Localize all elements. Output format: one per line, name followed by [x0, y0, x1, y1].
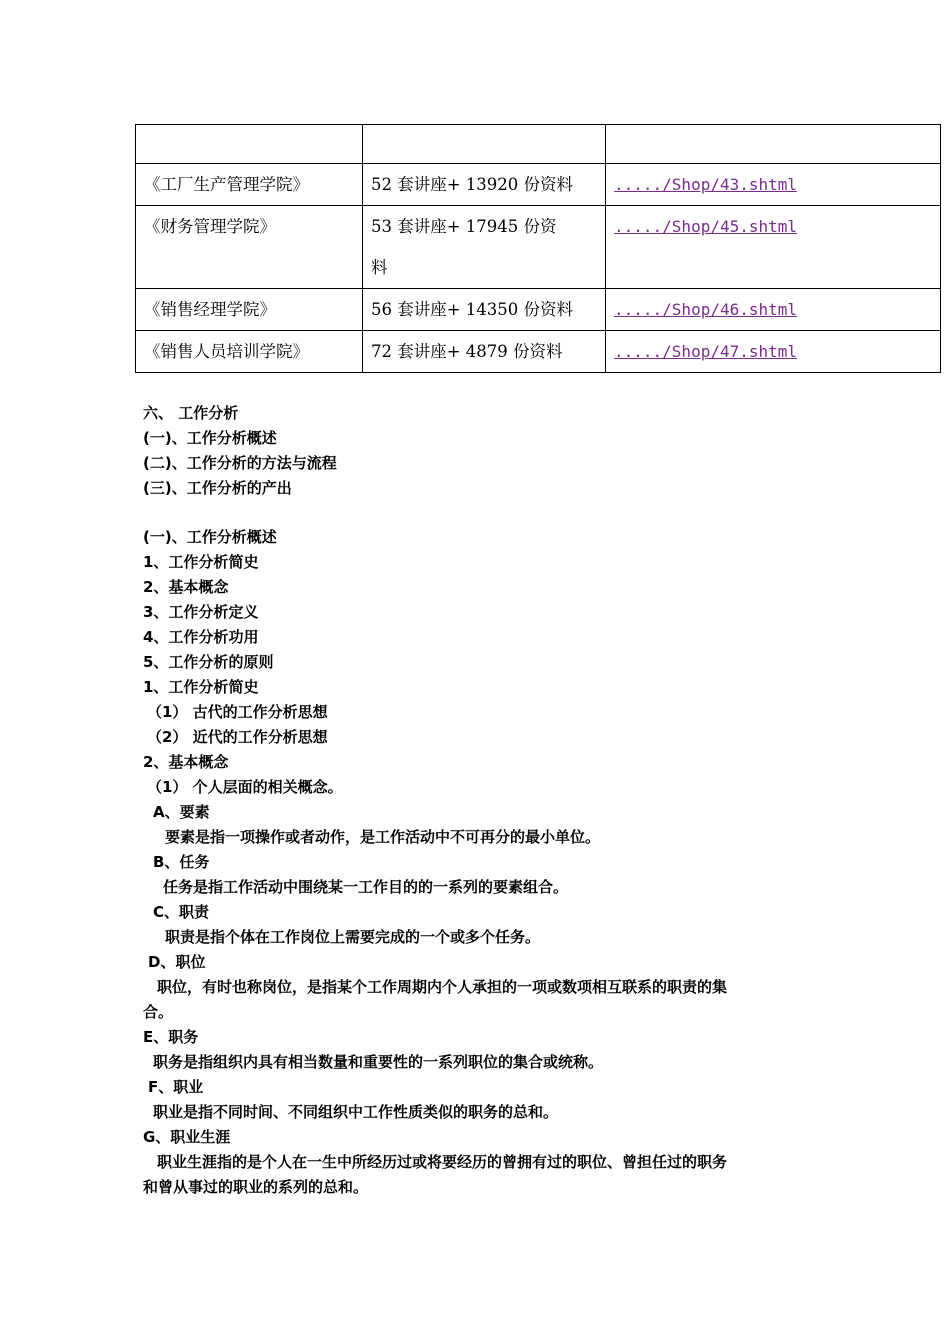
academy-table — [135, 124, 941, 373]
academy-link-cell — [606, 331, 941, 373]
academy-count: 52 套讲座+ 13920 份资料 — [363, 164, 606, 206]
table-row — [136, 206, 941, 289]
concept-text: 和曾从事过的职业的系列的总和。 — [143, 1178, 369, 1196]
history-item: （1） 古代的工作分析思想 — [147, 703, 328, 721]
concept-title: D、职位 — [148, 953, 206, 971]
subsection-heading: (一)、工作分析概述 — [143, 528, 277, 546]
concept-title: B、任务 — [153, 853, 210, 871]
history-heading: 1、工作分析简史 — [143, 678, 259, 696]
academy-link[interactable]: ...../Shop/47.shtml — [614, 342, 798, 361]
list-item: 2、基本概念 — [143, 578, 229, 596]
concept-title: E、职务 — [143, 1028, 199, 1046]
concept-text: 要素是指一项操作或者动作，是工作活动中不可再分的最小单位。 — [165, 828, 601, 846]
academy-link[interactable]: ...../Shop/45.shtml — [614, 217, 798, 236]
academy-count — [363, 206, 606, 289]
concept-text: 职业是指不同时间、不同组织中工作性质类似的职务的总和。 — [153, 1103, 559, 1121]
concept-text: 合。 — [143, 1003, 174, 1021]
academy-link-cell — [606, 289, 941, 331]
academy-link-cell — [606, 164, 941, 206]
concept-text: 任务是指工作活动中围绕某一工作目的的一系列的要素组合。 — [163, 878, 569, 896]
section-title: 六、 工作分析 — [143, 404, 239, 422]
list-item: 5、工作分析的原则 — [143, 653, 274, 671]
list-item: 4、工作分析功用 — [143, 628, 259, 646]
academy-count: 56 套讲座+ 14350 份资料 — [363, 289, 606, 331]
concept-title: G、职业生涯 — [143, 1128, 231, 1146]
concepts-subheading: （1） 个人层面的相关概念。 — [147, 778, 343, 796]
list-item: 1、工作分析简史 — [143, 553, 259, 571]
academy-name: 《销售经理学院》 — [136, 289, 363, 331]
outline-item: (三)、工作分析的产出 — [143, 479, 292, 497]
document-body — [143, 401, 823, 1200]
concept-title: F、职业 — [148, 1078, 204, 1096]
table-cell — [136, 125, 363, 164]
outline-item: (一)、工作分析概述 — [143, 429, 277, 447]
concept-text: 职责是指个体在工作岗位上需要完成的一个或多个任务。 — [165, 928, 541, 946]
table-header-row — [136, 125, 941, 164]
table-cell — [363, 125, 606, 164]
table-row — [136, 331, 941, 373]
academy-name: 《销售人员培训学院》 — [136, 331, 363, 373]
table-row — [136, 289, 941, 331]
academy-count-line: 53 套讲座+ 17945 份资 — [371, 217, 557, 236]
concept-text: 职业生涯指的是个人在一生中所经历过或将要经历的曾拥有过的职位、曾担任过的职务 — [157, 1153, 728, 1171]
academy-link[interactable]: ...../Shop/43.shtml — [614, 175, 798, 194]
concept-title: A、要素 — [153, 803, 210, 821]
academy-count: 72 套讲座+ 4879 份资料 — [363, 331, 606, 373]
academy-name: 《工厂生产管理学院》 — [136, 164, 363, 206]
academy-count-line: 料 — [371, 258, 388, 277]
concepts-heading: 2、基本概念 — [143, 753, 229, 771]
concept-title: C、职责 — [153, 903, 210, 921]
list-item: 3、工作分析定义 — [143, 603, 259, 621]
table-cell — [606, 125, 941, 164]
academy-name: 《财务管理学院》 — [136, 206, 363, 289]
outline-item: (二)、工作分析的方法与流程 — [143, 454, 337, 472]
concept-text: 职位，有时也称岗位，是指某个工作周期内个人承担的一项或数项相互联系的职责的集 — [157, 978, 728, 996]
academy-link-cell — [606, 206, 941, 289]
history-item: （2） 近代的工作分析思想 — [147, 728, 328, 746]
concept-text: 职务是指组织内具有相当数量和重要性的一系列职位的集合或统称。 — [153, 1053, 604, 1071]
table-row — [136, 164, 941, 206]
academy-link[interactable]: ...../Shop/46.shtml — [614, 300, 798, 319]
